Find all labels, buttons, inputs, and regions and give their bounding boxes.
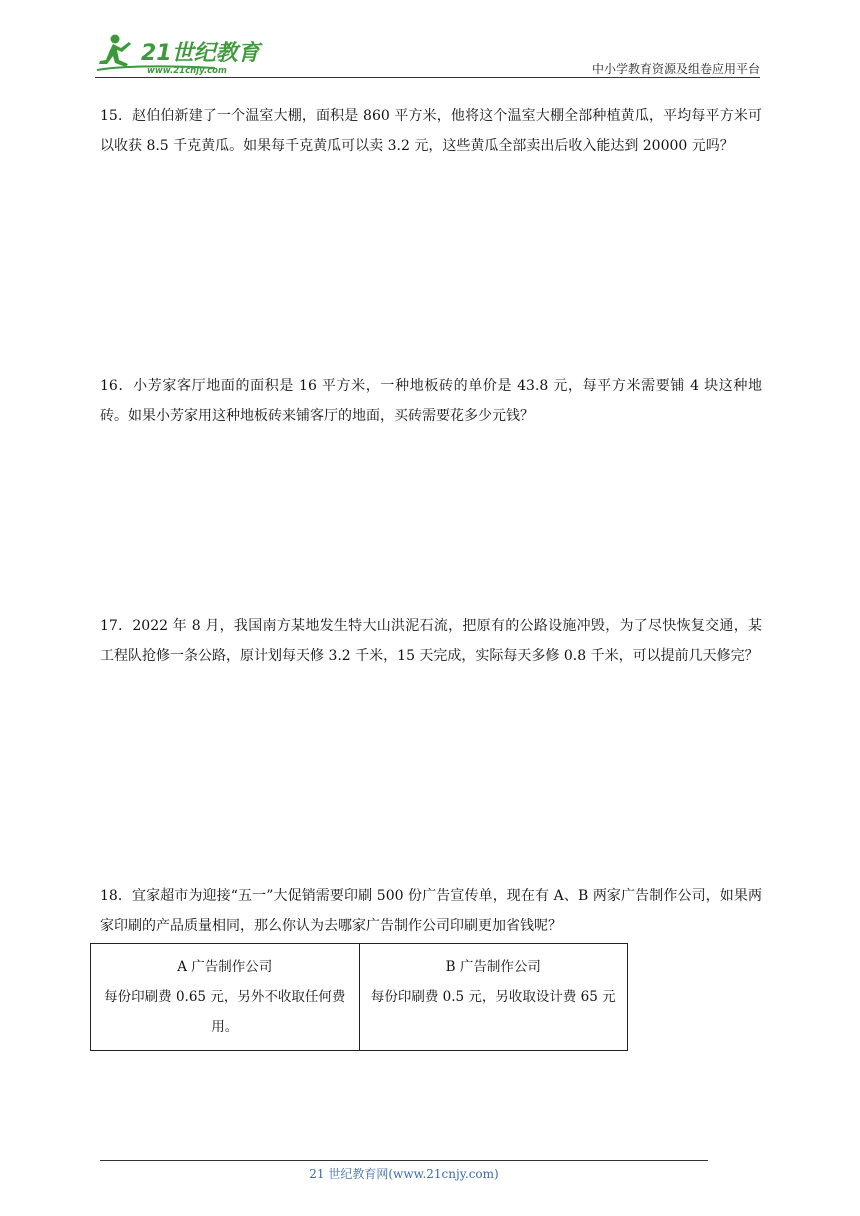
question-16: 16．小芳家客厅地面的面积是 16 平方米，一种地板砖的单价是 43.8 元，每平方米需要铺 4 块这种地砖。如果小芳家用这种地板砖来铺客厅的地面，买砖需要花多少元钱？ — [100, 378, 762, 424]
site-logo[interactable] — [95, 30, 265, 76]
company-a-cell — [91, 944, 360, 1051]
header-divider — [95, 77, 760, 78]
company-b-cell — [359, 944, 628, 1051]
platform-name: 中小学教育资源及组卷应用平台 — [591, 62, 760, 76]
page-header — [95, 30, 760, 80]
company-a-desc: 每份印刷费 0.65 元，另外不收取任何费用。 — [104, 989, 346, 1035]
company-b-title: B 广告制作公司 — [445, 959, 541, 975]
company-a-title: A 广告制作公司 — [177, 959, 273, 975]
company-b-desc: 每份印刷费 0.5 元，另收取设计费 65 元 — [370, 989, 616, 1005]
table-row — [91, 944, 628, 1051]
runner-logo-icon — [95, 30, 265, 76]
question-18: 18．宜家超市为迎接“五一”大促销需要印刷 500 份广告宣传单，现在有 A、B 两家广告制作公司，如果两家印刷的产品质量相同，那么你认为去哪家广告制作公司印刷更加省钱呢？ — [100, 888, 762, 934]
footer-link[interactable]: 21 世纪教育网(www.21cnjy.com) — [309, 1167, 499, 1181]
question-15: 15．赵伯伯新建了一个温室大棚，面积是 860 平方米，他将这个温室大棚全部种植黄瓜，平均每平方米可以收获 8.5 千克黄瓜。如果每千克黄瓜可以卖 3.2 元，这些黄瓜全部卖出后收入能达到 20000 元吗？ — [100, 108, 762, 154]
company-comparison-table — [90, 943, 628, 1051]
svg-text:21世纪教育: 21世纪教育 — [141, 41, 260, 66]
question-17: 17．2022 年 8 月，我国南方某地发生特大山洪泥石流，把原有的公路设施冲毁，为了尽快恢复交通，某工程队抢修一条公路，原计划每天修 3.2 千米，15 天完成，实际每天多修 0.8 千米，可以提前几天修完？ — [100, 618, 762, 664]
footer-divider — [100, 1160, 708, 1161]
svg-text:www.21cnjy.com: www.21cnjy.com — [147, 66, 227, 76]
